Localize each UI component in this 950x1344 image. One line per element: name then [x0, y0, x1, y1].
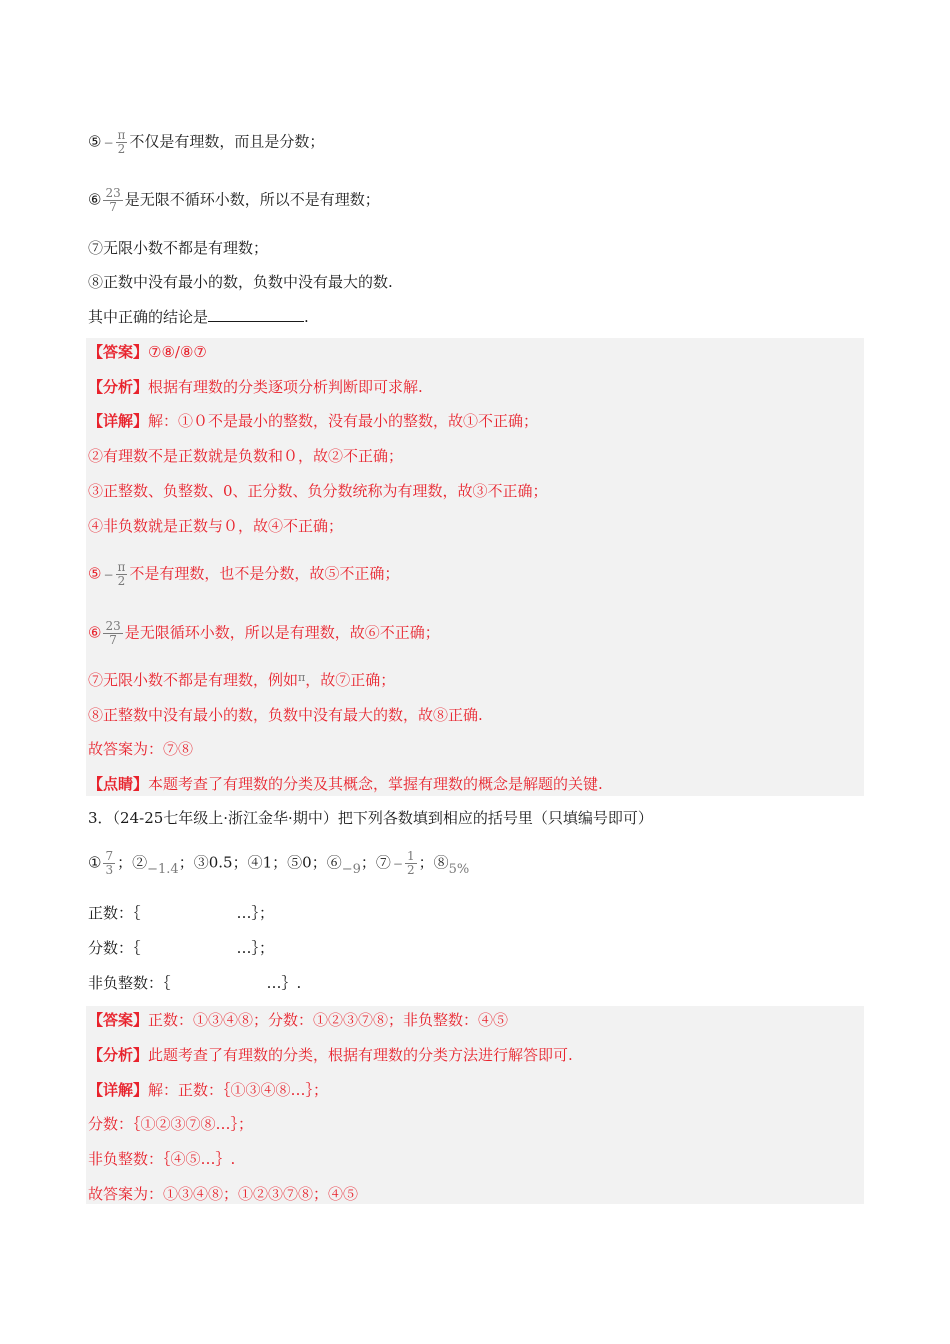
pi-symbol: π	[298, 671, 306, 684]
fraction-pi-over-2: $\frac{\pi}{2}$	[117, 128, 126, 156]
fraction-1-over-2: $\frac{1}{2}$	[406, 849, 415, 877]
q2-analysis: 【分析】根据有理数的分类逐项分析判断即可求解.	[88, 378, 423, 396]
q3-answer: 【答案】正数：①③④⑧；分数：①②③⑦⑧；非负整数：④⑤	[88, 1011, 509, 1029]
q2-comment: 【点睛】本题考查了有理数的分类及其概念，掌握有理数的概念是解题的关键.	[88, 775, 603, 793]
q2-detail-5: ⑤ − $\frac{\pi}{2}$ 不是有理数，也不是分数，故⑤不正确；	[88, 560, 400, 588]
q3-numbers: ① $\frac{7}{3}$ ；②−1.4；③0.5；④1；⑤0；⑥−9；⑦ − $\frac{1}{2}$ ；⑧5%	[88, 849, 470, 877]
q3-positive-set: 正数：｛ …｝；	[88, 904, 275, 922]
q3-fraction-set: 分数：｛ …｝；	[88, 939, 275, 957]
fraction-23-over-7: $\frac{23}{7}$	[105, 186, 121, 214]
q2-final: 故答案为：⑦⑧	[88, 740, 194, 758]
q3-nonnegative-set: 非负整数：｛ …｝.	[88, 974, 302, 992]
q2-item-6: ⑥ $\frac{23}{7}$ 是无限不循环小数，所以不是有理数；	[88, 186, 380, 214]
q2-question-tail: 其中正确的结论是 .	[88, 308, 309, 326]
q2-item-8: ⑧正数中没有最小的数，负数中没有最大的数.	[88, 273, 393, 291]
q2-item-5: ⑤ − $\frac{\pi}{2}$ 不仅是有理数，而且是分数；	[88, 128, 325, 156]
q2-detail-6: ⑥ $\frac{23}{7}$ 是无限循环小数，所以是有理数，故⑥不正确；	[88, 619, 440, 647]
q2-detail-2: ②有理数不是正数就是负数和０，故②不正确；	[88, 447, 404, 465]
q2-item-7: ⑦无限小数不都是有理数；	[88, 239, 269, 257]
q3-detail-2: 分数：｛①②③⑦⑧…｝；	[88, 1115, 254, 1133]
answer-blank	[208, 307, 304, 322]
q2-detail-8: ⑧正整数中没有最小的数，负数中没有最大的数，故⑧正确.	[88, 706, 483, 724]
q3-final: 故答案为：①③④⑧；①②③⑦⑧；④⑤	[88, 1185, 359, 1203]
q3-header: 3．（24-25七年级上·浙江金华·期中）把下列各数填到相应的括号里（只填编号即可）	[88, 809, 653, 827]
q3-analysis: 【分析】此题考查了有理数的分类，根据有理数的分类方法进行解答即可.	[88, 1046, 573, 1064]
q3-answer-box	[86, 1006, 864, 1204]
fraction-pi-over-2: $\frac{\pi}{2}$	[117, 560, 126, 588]
q2-detail-1: 【详解】解：①０不是最小的整数，没有最小的整数，故①不正确；	[88, 412, 539, 430]
fraction-7-over-3: $\frac{7}{3}$	[105, 849, 114, 877]
minus-sign: −	[103, 135, 114, 150]
q2-detail-7: ⑦无限小数不都是有理数，例如$^\pi$，故⑦正确；	[88, 671, 396, 689]
fraction-23-over-7: $\frac{23}{7}$	[105, 619, 121, 647]
q3-detail-1: 【详解】解：正数：｛①③④⑧…｝；	[88, 1081, 329, 1099]
q2-answer: 【答案】⑦⑧/⑧⑦	[88, 343, 207, 361]
q2-detail-3: ③正整数、负整数、0、正分数、负分数统称为有理数，故③不正确；	[88, 482, 548, 500]
q2-detail-4: ④非负数就是正数与０，故④不正确；	[88, 517, 344, 535]
q3-detail-3: 非负整数：｛④⑤…｝.	[88, 1150, 236, 1168]
